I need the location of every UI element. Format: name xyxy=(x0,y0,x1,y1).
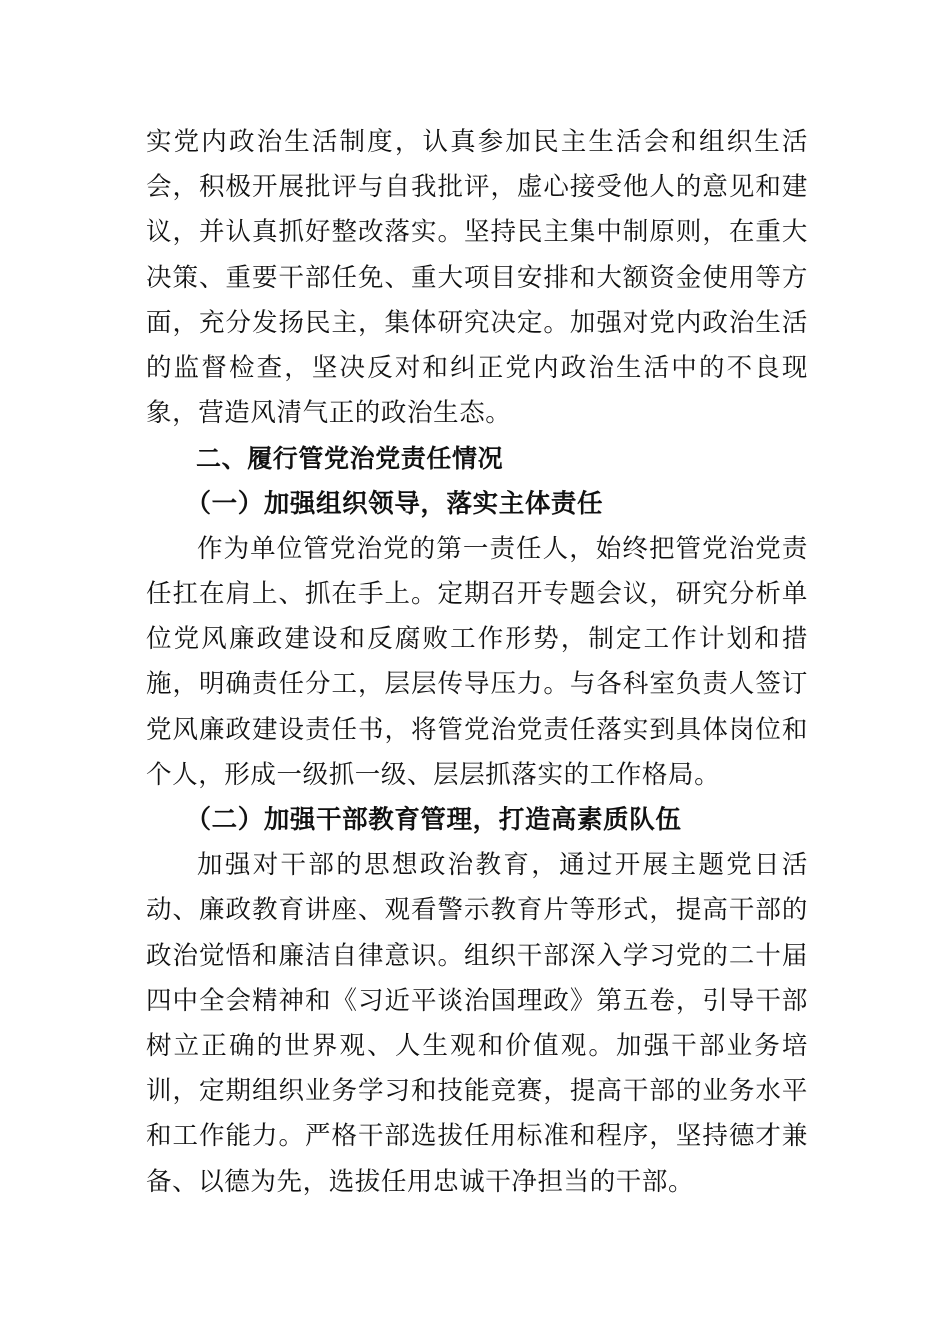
section-heading-responsibility: 二、履行管党治党责任情况 xyxy=(196,444,504,474)
paragraph-leadership: 作为单位管党治党的第一责任人，始终把管党治党责任扛在肩上、抓在手上。定期召开专题会议，研究分析单位党风廉政建设和反腐败工作形势，制定工作计划和措施，明确责任分工，层层传导压力。与各科室负责人签订党风廉政建设责任书，将管党治党责任落实到具体岗位和个人，形成一级抓一级、层层抓落实的工作格局。 xyxy=(146,533,808,790)
document-page xyxy=(146,120,808,1205)
paragraph-cadre-education: 加强对干部的思想政治教育，通过开展主题党日活动、廉政教育讲座、观看警示教育片等形式，提高干部的政治觉悟和廉洁自律意识。组织干部深入学习党的二十届四中全会精神和《习近平谈治国理政》第五卷，引导干部树立正确的世界观、人生观和价值观。加强干部业务培训，定期组织业务学习和技能竞赛，提高干部的业务水平和工作能力。严格干部选拔任用标准和程序，坚持德才兼备、以德为先，选拔任用忠诚干净担当的干部。 xyxy=(146,850,808,1197)
paragraph-party-life: 实党内政治生活制度，认真参加民主生活会和组织生活会，积极开展批评与自我批评，虚心接受他人的意见和建议，并认真抓好整改落实。坚持民主集中制原则，在重大决策、重要干部任免、重大项目安排和大额资金使用等方面，充分发扬民主，集体研究决定。加强对党内政治生活的监督检查，坚决反对和纠正党内政治生活中的不良现象，营造风清气正的政治生态。 xyxy=(146,127,808,429)
subsection-heading-cadre-education: （二）加强干部教育管理，打造高素质队伍 xyxy=(185,805,682,836)
subsection-heading-leadership: （一）加强组织领导，落实主体责任 xyxy=(185,488,604,519)
